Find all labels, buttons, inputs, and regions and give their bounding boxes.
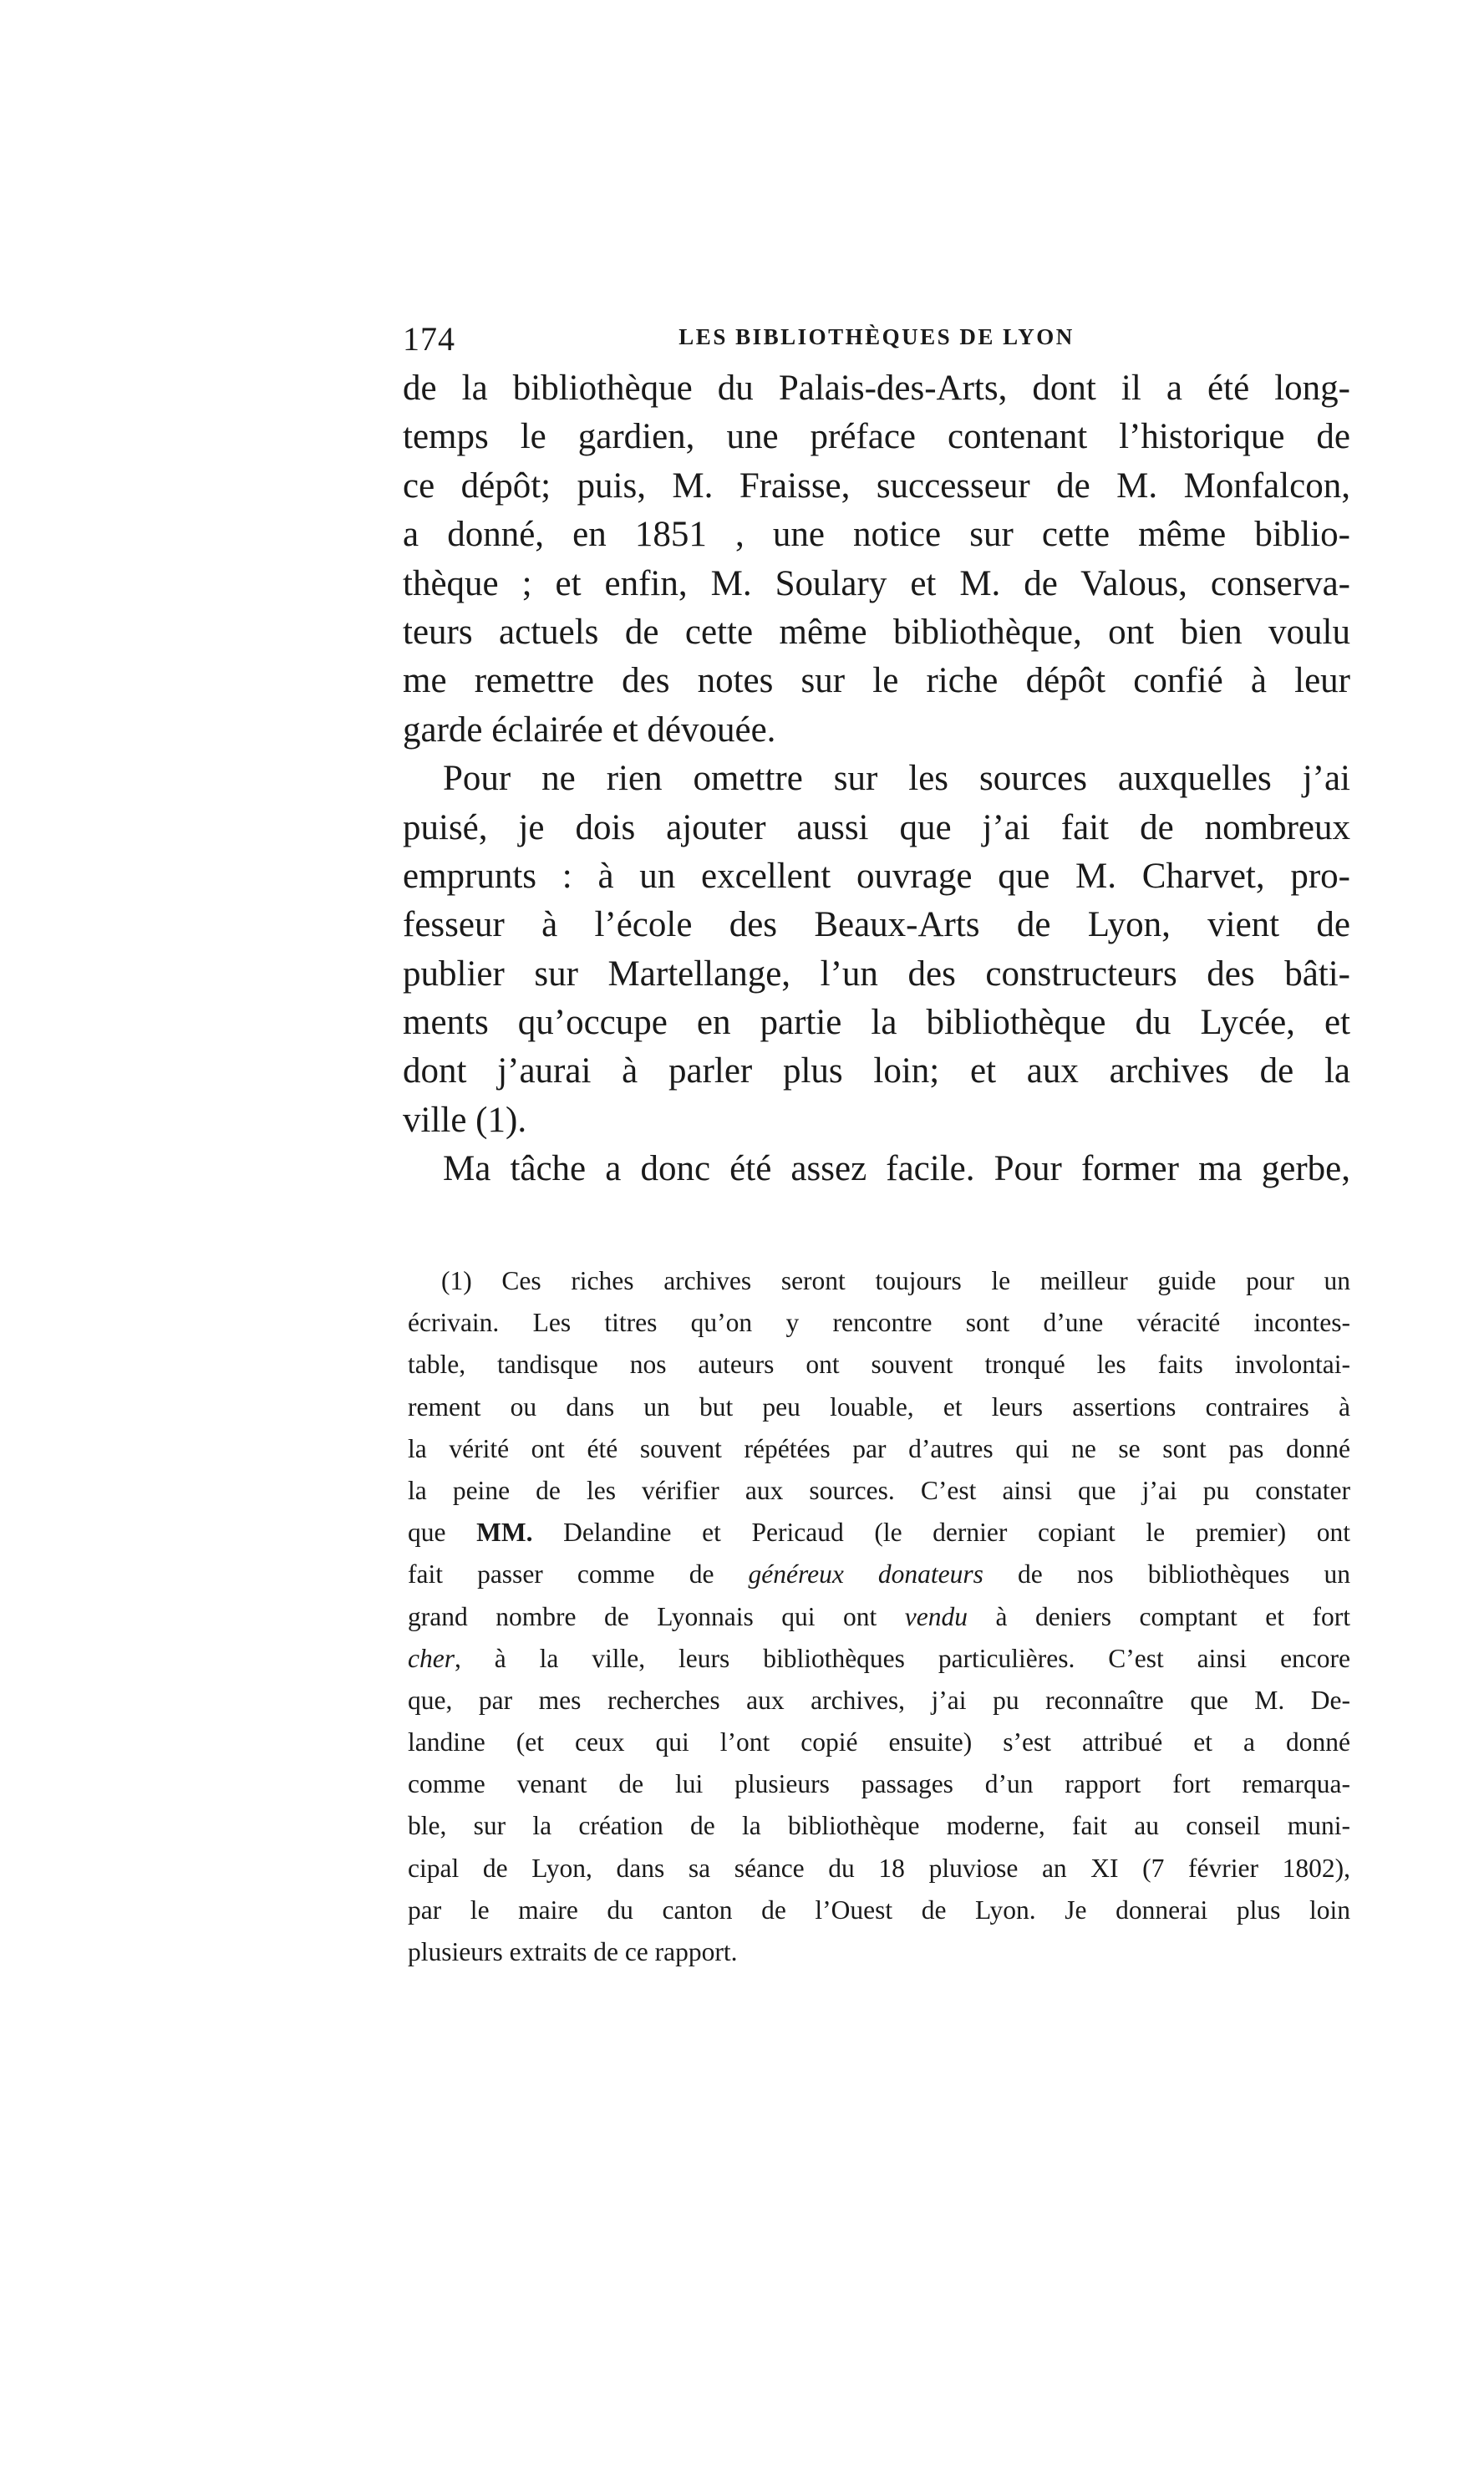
page-number: 174 <box>403 320 455 358</box>
text-line: Pour ne rien omettre sur les sources auxquelles j’ai <box>443 759 1350 799</box>
text-line: thèque ; et enfin, M. Soulary et M. de Valous, conserva- <box>403 563 1350 603</box>
footnote-text: fait passer comme de <box>408 1559 749 1589</box>
footnote-line <box>408 1554 1350 1595</box>
footnote-text-smallcaps: MM. <box>476 1518 533 1548</box>
footnote-line: (1) Ces riches archives seront toujours le meilleur guide pour un <box>441 1266 1350 1295</box>
footnote-line <box>408 1512 1350 1554</box>
text-line: fesseur à l’école des Beaux-Arts de Lyon, vient de <box>403 905 1350 945</box>
footnote-text: grand nombre de Lyonnais qui ont <box>408 1601 905 1631</box>
footnote-line <box>408 1638 1350 1680</box>
footnote-line: rement ou dans un but peu louable, et leurs assertions contraires à <box>408 1391 1350 1422</box>
text-line: me remettre des notes sur le riche dépôt confié à leur <box>403 661 1350 701</box>
footnote-text: que <box>408 1518 477 1548</box>
footnote-text-italic: généreux donateurs <box>748 1559 983 1589</box>
footnote-text: , à la ville, leurs bibliothèques particulières. C’est ainsi encore <box>454 1643 1350 1673</box>
text-line: Ma tâche a donc été assez facile. Pour former ma gerbe, <box>443 1149 1350 1189</box>
text-line: a donné, en 1851 , une notice sur cette même biblio- <box>403 515 1350 555</box>
footnote-line: par le maire du canton de l’Ouest de Lyon. Je donnerai plus loin <box>408 1895 1350 1925</box>
footnote-line: que, par mes recherches aux archives, j’ai pu reconnaître que M. De- <box>408 1685 1350 1715</box>
footnote-line: cipal de Lyon, dans sa séance du 18 pluviose an XI (7 février 1802), <box>408 1853 1350 1883</box>
footnote-line: plusieurs extraits de ce rapport. <box>408 1937 738 1966</box>
footnote-text-italic: cher <box>408 1643 455 1673</box>
footnote-line: comme venant de lui plusieurs passages d’un rapport fort remarqua- <box>408 1769 1350 1799</box>
footnote-line: table, tandisque nos auteurs ont souvent tronqué les faits involontai- <box>408 1350 1350 1380</box>
text-line: publier sur Martellange, l’un des constructeurs des bâti- <box>403 954 1350 994</box>
footnote-line: écrivain. Les titres qu’on y rencontre sont d’une véracité incontes- <box>408 1308 1350 1338</box>
footnote-text-italic: vendu <box>904 1601 968 1631</box>
footnote-line: la peine de les vérifier aux sources. C’est ainsi que j’ai pu constater <box>408 1475 1350 1505</box>
main-text <box>403 364 1350 1194</box>
text-line: de la bibliothèque du Palais-des-Arts, dont il a été long- <box>403 369 1350 408</box>
text-line: puisé, je dois ajouter aussi que j’ai fait de nombreux <box>403 807 1350 847</box>
footnote-line: la vérité ont été souvent répétées par d’autres qui ne se sont pas donné <box>408 1433 1350 1463</box>
footnote-line <box>408 1596 1350 1638</box>
running-title: LES BIBLIOTHÈQUES DE LYON <box>678 324 1075 349</box>
text-line: dont j’aurai à parler plus loin; et aux archives de la <box>403 1051 1350 1091</box>
footnote-line: ble, sur la création de la bibliothèque moderne, fait au conseil muni- <box>408 1811 1350 1841</box>
text-line: emprunts : à un excellent ouvrage que M. Charvet, pro- <box>403 856 1350 896</box>
text-line: garde éclairée et dévouée. <box>403 710 776 750</box>
text-line: ce dépôt; puis, M. Fraisse, successeur de M. Monfalcon, <box>403 465 1350 506</box>
page-header <box>403 319 1350 359</box>
footnote-text: Delandine et Pericaud (le dernier copiant le premier) ont <box>532 1518 1350 1548</box>
text-line: ments qu’occupe en partie la bibliothèque du Lycée, et <box>403 1003 1350 1043</box>
text-line: ville (1). <box>403 1100 527 1140</box>
footnote-text: à deniers comptant et fort <box>968 1601 1350 1631</box>
footnote-text: de nos bibliothèques un <box>983 1559 1351 1589</box>
text-line: temps le gardien, une préface contenant l’historique de <box>403 417 1350 457</box>
text-line: teurs actuels de cette même bibliothèque, ont bien voulu <box>403 612 1350 652</box>
footnote <box>408 1260 1350 1973</box>
footnote-line: landine (et ceux qui l’ont copié ensuite) s’est attribué et a donné <box>408 1727 1350 1757</box>
